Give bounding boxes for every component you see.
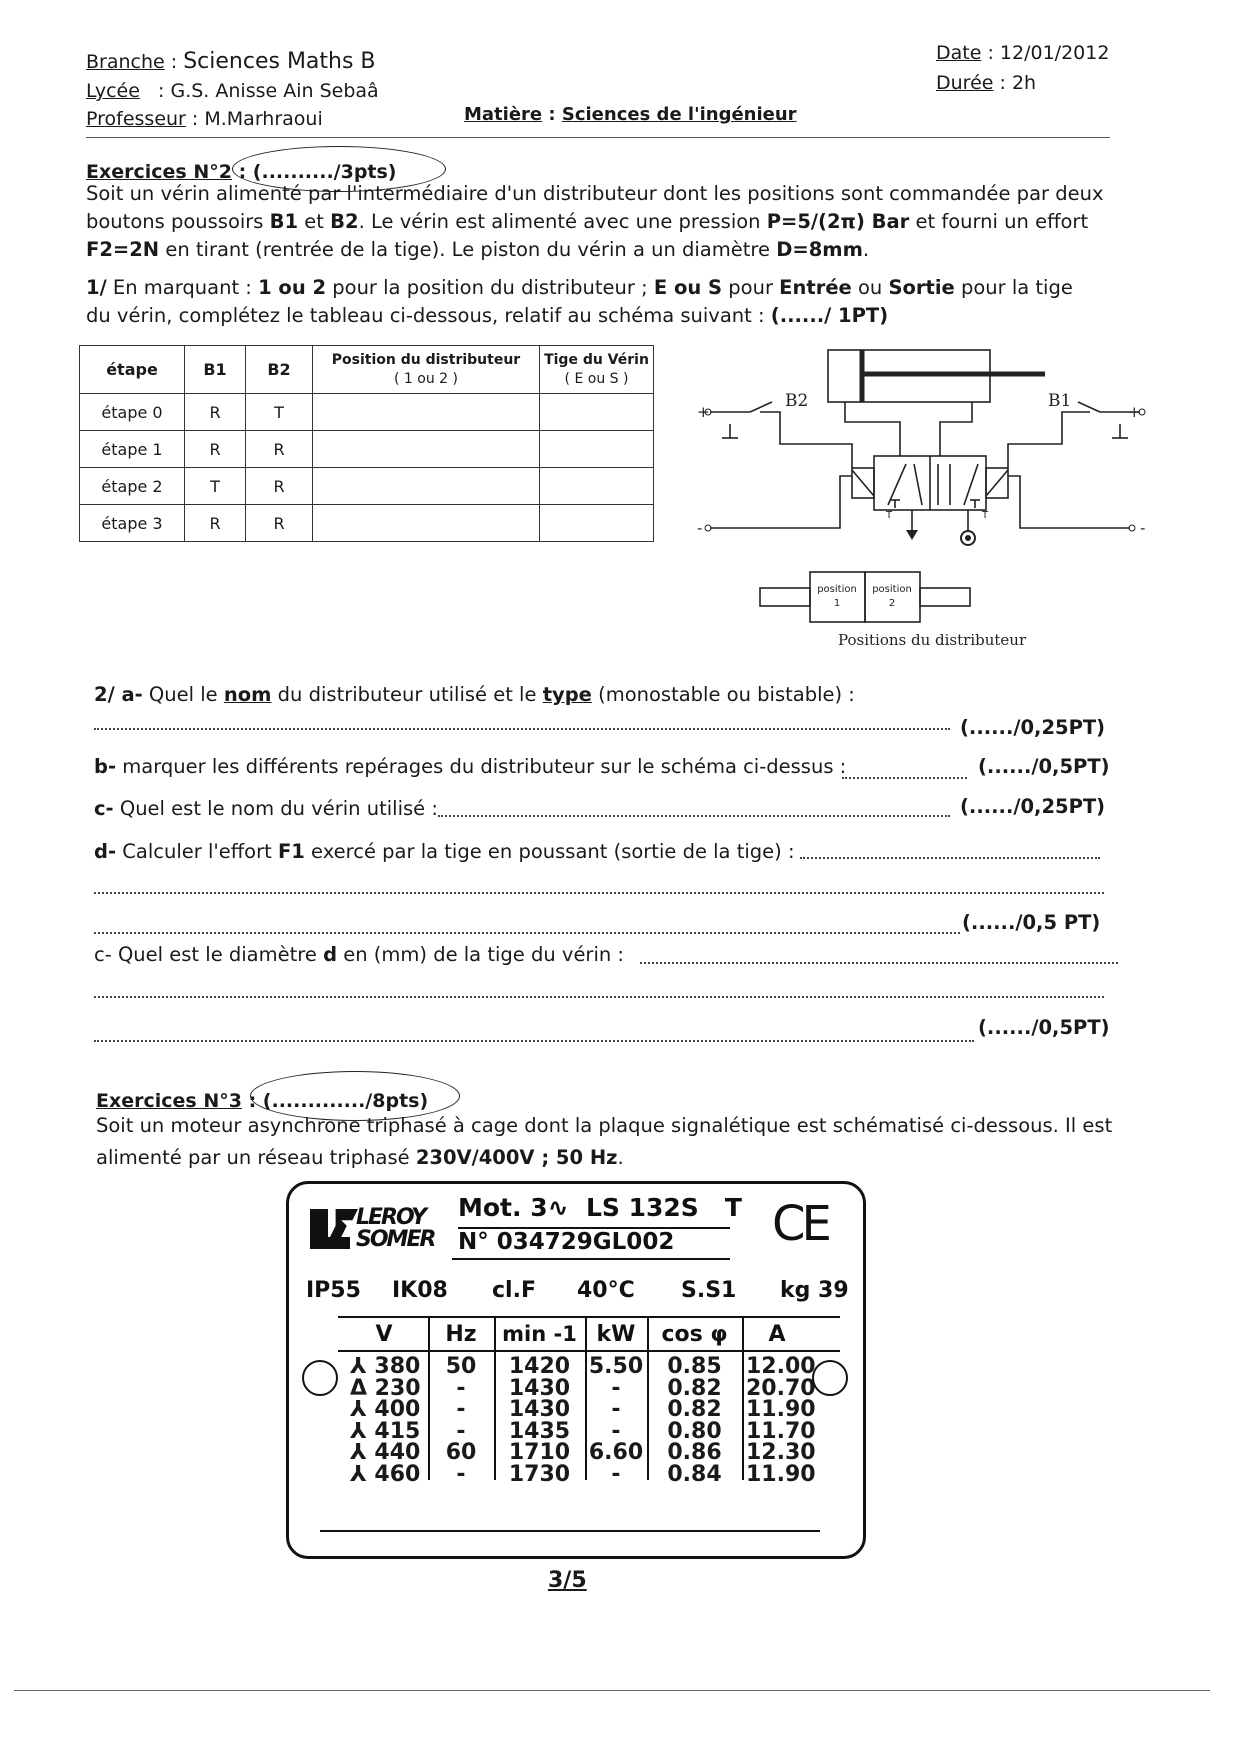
ex2-intro-1: Soit un vérin alimenté par l'intermédiaire d'un distributeur dont les positions sont commandée par deux [86,182,1104,205]
cell-b1: T [185,468,246,505]
page-number: 3/5 [548,1568,587,1593]
ex2-intro-2a: boutons poussoirs [86,210,270,233]
q2e-c: en (mm) de la tige du vérin : [337,943,624,966]
ex2-intro-pressure: P=5/(2π) Bar [766,210,910,233]
q1-j: pour la tige [954,276,1073,299]
plate-h-v: V [375,1322,393,1347]
header-left: Branche : Sciences Maths B Lycée : G.S. Anisse Ain Sebaâ Professeur : M.Marhraoui [86,49,379,130]
plate-serial-rule [452,1258,730,1260]
plate-h-kw: kW [596,1322,636,1347]
cell-position-input[interactable] [313,505,540,542]
plate-cell: - [611,1418,621,1444]
plate-spec-service: S.S1 [681,1278,737,1303]
plate-cell: 1420 [508,1354,571,1379]
cell-b1: R [185,394,246,431]
label-b1: B1 [1048,391,1072,411]
q2d [94,838,795,866]
plate-col-a [742,1354,816,1487]
label-plus-right: + [1128,403,1141,421]
position-box-2 [865,572,920,622]
th-tige [540,346,654,394]
cell-b2: R [246,505,313,542]
q1-i: Sortie [888,276,955,299]
q2a-nom: nom [223,683,272,706]
ex3-points: (............./8pts) [262,1090,429,1112]
th-b1: B1 [185,346,246,394]
plate-cell: 11.90 [746,1397,816,1422]
th-position-sub: ( 1 ou 2 ) [394,370,458,387]
cell-tige-input[interactable] [540,394,654,431]
q2e-answer-line-1[interactable] [640,962,1118,964]
plate-col-min [494,1356,585,1485]
plate-h-min: min -1 [502,1322,577,1346]
cell-b1: R [185,431,246,468]
cell-etape: étape 2 [80,468,185,505]
plate-cell: ⅄ 400 [350,1397,421,1422]
q2e-answer-line-2[interactable] [94,996,1104,998]
rivet-right-icon [812,1360,848,1396]
ex2-intro-2g: et fourni un effort [909,210,1089,233]
q2d-d: exercé par la tige en poussant (sortie de la tige) : [304,840,795,863]
ex2-points: (........../3pts) [252,161,397,183]
ex3-intro-2a: alimenté par un réseau triphasé [96,1146,416,1169]
branche-label: Branche [86,51,165,73]
q2e [94,941,624,969]
ex3-intro-1: Soit un moteur asynchrone triphasé à cage dont la plaque signalétique est schématisé ci-dessous. Il est [96,1114,1113,1137]
q2e-a: c- Quel est le diamètre [94,943,324,966]
plate-spec-ip: IP55 [306,1278,361,1303]
branche-value: Sciences Maths B [183,49,376,74]
q2a-points: (....../0,25PT) [960,716,1106,739]
q2e-answer-line-3[interactable] [94,1040,974,1042]
plate-cell: ⅄ 460 [350,1461,421,1487]
plate-table-header-rule [338,1350,840,1352]
pipe-left [845,402,900,456]
ex3-intro-2c: . [617,1146,624,1169]
ex2-intro-3b: en tirant (rentrée de la tige). Le piston du vérin a un diamètre [159,238,777,261]
plate-cell: 0.86 [667,1440,722,1465]
logo-leroy: LEROY [356,1205,426,1230]
leroy-somer-logo [310,1203,450,1255]
cell-tige-input[interactable] [540,505,654,542]
plate-cell: - [611,1461,621,1487]
position-box-1 [810,572,865,622]
plate-cell: 1710 [508,1440,571,1465]
ex2-intro-b2: B2 [330,210,359,233]
th-position [313,346,540,394]
pneumatic-schema [697,340,1150,660]
plate-cell: 0.85 [667,1354,722,1379]
prof-value: M.Marhraoui [204,108,323,130]
plate-cell: - [456,1461,466,1487]
q1-f: pour [722,276,780,299]
matiere: Matière : Sciences de l'ingénieur [464,104,797,125]
q2a-d: du distributeur utilisé et le [271,683,543,706]
ex2-title-line: Exercices N°2 : (........../3pts) [86,161,397,183]
plate-cell: 12.30 [746,1440,816,1465]
q2d-b: Calculer l'effort [116,840,278,863]
q2d-f1: F1 [277,840,305,863]
plate-cell: 11.90 [746,1461,816,1487]
q2a-b: Quel le [142,683,224,706]
q2c-text: Quel est le nom du vérin utilisé : [113,797,438,820]
plate-cell: ⅄ 440 [350,1440,421,1465]
cell-etape: étape 0 [80,394,185,431]
pos1-label-b: 1 [833,598,841,609]
plate-cell: - [611,1397,621,1422]
plate-table-top [338,1316,840,1318]
date-value: 12/01/2012 [999,42,1110,64]
q1-line2: du vérin, complétez le tableau ci-dessous, relatif au schéma suivant : [86,304,771,327]
ex3-title: Exercices N°3 [96,1090,242,1112]
q1-points: (....../ 1PT) [770,304,889,327]
plate-cell: 1430 [508,1375,571,1401]
q1-d: pour la position du distributeur ; [326,276,654,299]
footer-rule [14,1690,1210,1691]
duree-label: Durée [936,72,994,94]
plate-h-hz: Hz [445,1322,477,1347]
table-row [80,468,654,505]
q1-e: E ou S [653,276,723,299]
cell-position-input[interactable] [313,468,540,505]
table-row [80,394,654,431]
q2a-type: type [542,683,592,706]
ex3-intro-network: 230V/400V ; 50 Hz [415,1146,618,1169]
q1-number: 1/ [86,276,107,299]
plate-serial: N° 034729GL002 [458,1229,675,1255]
ex3-title-line: Exercices N°3 : (............./8pts) [96,1090,429,1112]
label-minus-right: - [1140,519,1146,537]
plate-cell: 50 [445,1354,477,1379]
duree-value: 2h [1011,72,1037,94]
cell-tige-input[interactable] [540,431,654,468]
label-b2: B2 [785,391,809,411]
exhaust-arrow [906,530,918,540]
matiere-value: Sciences de l'ingénieur [561,104,797,125]
q2e-d: d [323,943,338,966]
cell-etape: étape 1 [80,431,185,468]
plate-spec-class: cl.F [492,1278,536,1303]
plate-bottom-rule [320,1530,820,1532]
q2e-points: (....../0,5PT) [978,1016,1110,1039]
table-row [80,431,654,468]
ex2-intro-2c: et [298,210,331,233]
plate-cell: 6.60 [588,1440,644,1465]
cell-b1: R [185,505,246,542]
q1-c: 1 ou 2 [258,276,327,299]
cell-position-input[interactable] [313,431,540,468]
lycee-label: Lycée [86,80,140,102]
plate-col-cos [647,1356,742,1485]
q1-g: Entrée [779,276,852,299]
pos2-label-b: 2 [888,598,896,609]
ex3-intro [96,1112,1112,1172]
label-minus-left: - [697,519,703,537]
header-rule [86,137,1110,138]
pos1-label-a: position [817,584,857,595]
q2d-answer-line-3[interactable] [94,932,960,934]
q2c-answer-line[interactable] [438,815,950,817]
q1-b: En marquant : [106,276,259,299]
q2d-points: (....../0,5 PT) [962,911,1101,934]
q2d-answer-line-2[interactable] [94,892,1104,894]
q1-h: ou [851,276,889,299]
q2c-letter: c- [94,797,114,820]
cell-b2: T [246,394,313,431]
q1 [86,274,1073,330]
plate-cell: 1430 [508,1397,571,1422]
plate-cell: - [611,1375,621,1401]
plate-cell: 5.50 [588,1354,644,1379]
schema-caption: Positions du distributeur [838,631,1027,649]
plate-cell: 60 [445,1440,477,1465]
cell-etape: étape 3 [80,505,185,542]
plate-col-v [340,1356,428,1485]
plate-cell: - [456,1397,466,1422]
label-port-t-right: T [982,510,989,521]
plate-col-kw [585,1356,647,1485]
q2a-f: (monostable ou bistable) : [591,683,855,706]
q2a-answer-line[interactable] [94,728,950,730]
ex2-intro-f2: F2=2N [86,238,160,261]
plate-mot: Mot. 3∿ LS 132S T [458,1193,742,1222]
label-plus-left: + [697,403,710,421]
plate-col-hz [428,1356,494,1485]
q2d-answer-line-1[interactable] [800,857,1100,859]
plate-cell: 0.82 [667,1375,722,1401]
q2a-number: 2/ a- [94,683,143,706]
prof-label: Professeur [86,108,186,130]
plate-cell: 20.70 [746,1375,816,1401]
steps-table [79,345,654,542]
plate-cell: 1730 [508,1461,571,1487]
ex2-intro-3d: . [862,238,870,261]
cell-tige-input[interactable] [540,468,654,505]
q2d-letter: d- [94,840,117,863]
q2b-text: marquer les différents repérages du distributeur sur le schéma ci-dessus : [116,755,847,778]
q2b-answer-line[interactable] [842,777,967,779]
ex2-title: Exercices N°2 [86,161,232,183]
logo-somer: SOMER [356,1227,435,1252]
q2c-points: (....../0,25PT) [960,795,1106,818]
q2c [94,795,438,823]
ex2-intro-2e: . Le vérin est alimenté avec une pression [358,210,767,233]
th-etape: étape [80,346,185,394]
table-row [80,505,654,542]
th-b2: B2 [246,346,313,394]
q2b-letter: b- [94,755,117,778]
label-port-t-left: T [886,510,893,521]
pipe-right [940,402,972,456]
plate-cell: 0.84 [667,1461,722,1487]
th-tige-label: Tige du Vérin [544,351,649,368]
q2b-points: (....../0,5PT) [978,755,1110,778]
plate-cell: 0.80 [667,1418,722,1444]
th-tige-sub: ( E ou S ) [564,370,629,387]
plate-cell: 12.00 [746,1354,816,1379]
cell-b2: R [246,431,313,468]
matiere-label: Matière [464,104,543,125]
date-label: Date [936,42,982,64]
plate-h-cos: cos φ [661,1322,728,1347]
plate-cell: 0.82 [667,1397,722,1422]
plate-cell: ⅄ 380 [350,1354,421,1379]
plate-cell: 1435 [508,1418,571,1444]
q2b [94,753,846,781]
plate-cell: - [456,1418,466,1444]
th-position-label: Position du distributeur [331,351,521,368]
ex2-intro-b1: B1 [269,210,299,233]
plate-cell: ⅄ 415 [350,1418,421,1444]
cell-position-input[interactable] [313,394,540,431]
ex2-intro [86,180,1116,264]
cell-b2: R [246,468,313,505]
lycee-value: G.S. Anisse Ain Sebaâ [170,80,379,102]
plate-cell: - [456,1375,466,1401]
plate-spec-ik: IK08 [392,1278,448,1303]
header-right: Date : 12/01/2012 Durée : 2h [936,42,1110,94]
plate-h-a: A [768,1322,786,1347]
ce-mark: CE [772,1196,828,1252]
q2a [94,681,855,709]
logo-mark-s [330,1209,358,1237]
ex2-intro-diameter: D=8mm [776,238,863,261]
plate-spec-temp: 40°C [577,1278,635,1303]
plate-spec-weight: kg 39 [780,1278,849,1303]
plate-cell: 11.70 [746,1418,816,1444]
rivet-left-icon [302,1360,338,1396]
plate-cell: Δ 230 [350,1375,421,1401]
pos2-label-a: position [872,584,912,595]
